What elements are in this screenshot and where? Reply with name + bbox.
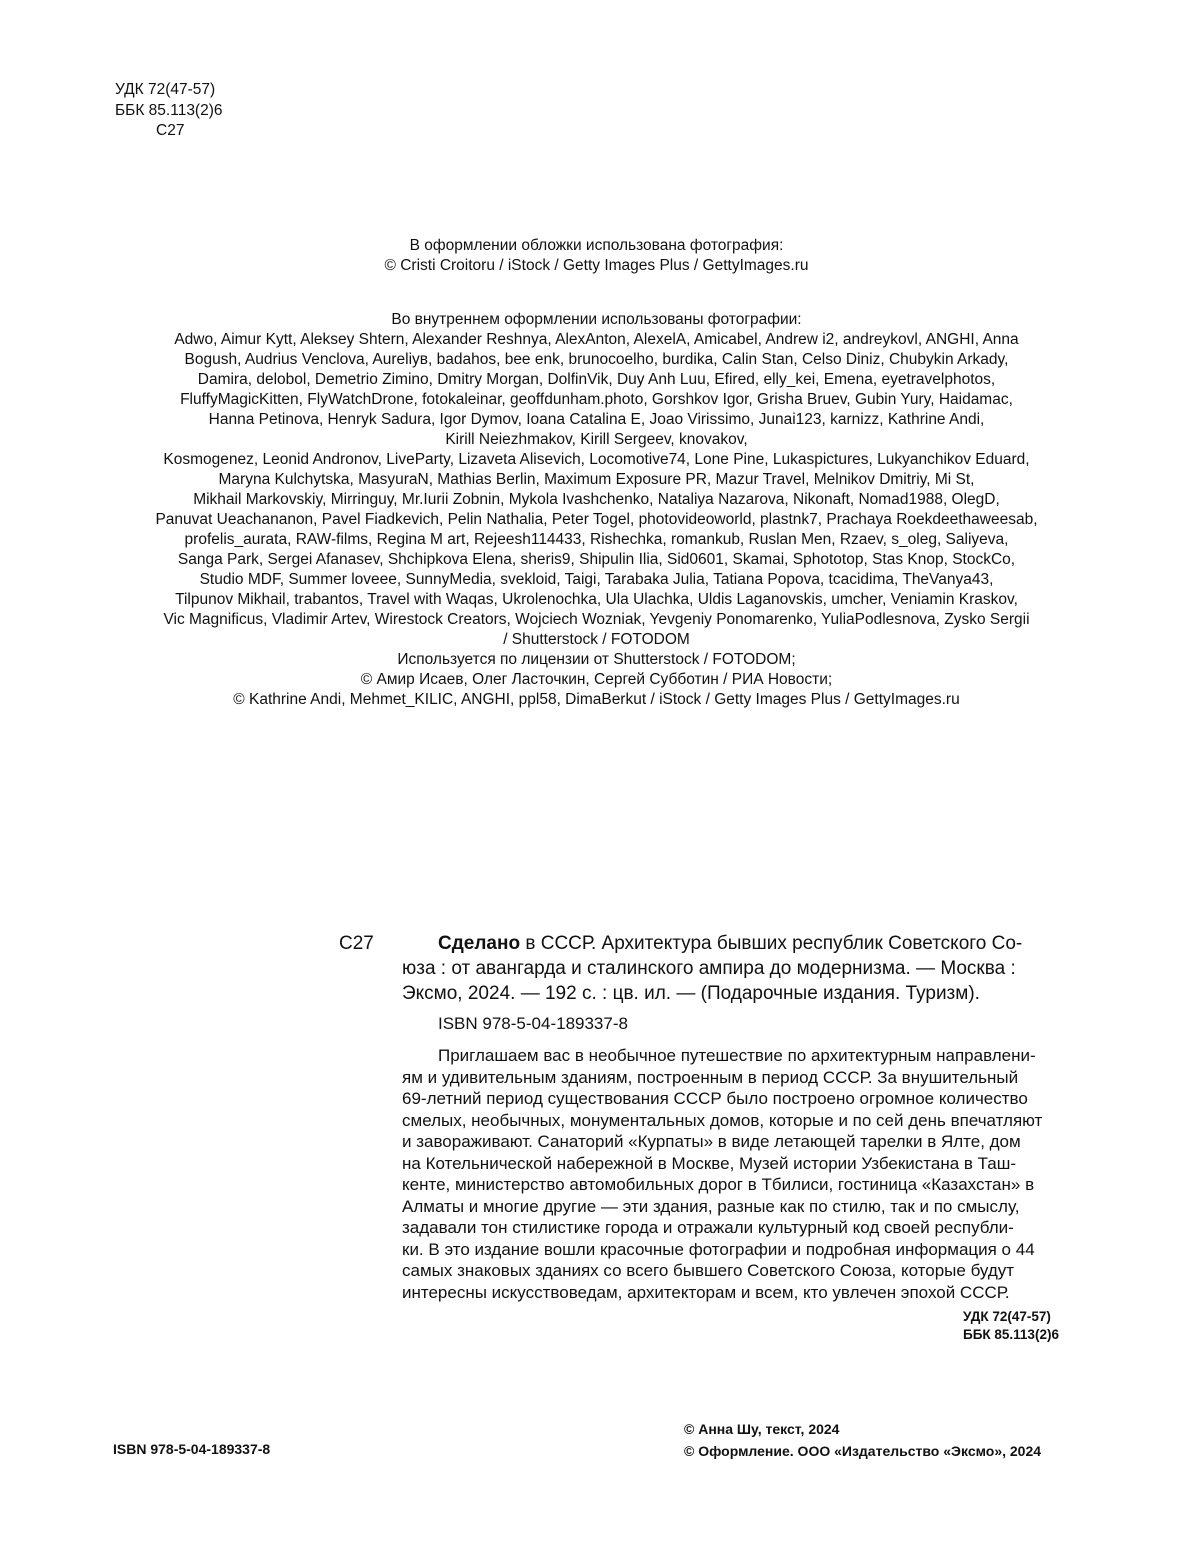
inner-credits-line: Sanga Park, Sergei Afanasev, Shchipkova Elena, sheris9, Shipulin Ilia, Sid0601, Skamai, Sphototop, Stas Knop, StockCo, — [177, 551, 1016, 568]
inner-credits-line: Mikhail Markovskiy, Mirringuy, Mr.Iurii Zobnin, Mykola Ivashchenko, Nataliya Nazarova, Nikonaft, Nomad1988, OlegD, — [193, 491, 1000, 508]
annotation-line: задавали тон стилистике города и отражали культурный код своей республи- — [402, 1218, 1014, 1237]
cover-credits-line: © Cristi Croitoru / iStock / Getty Images Plus / GettyImages.ru — [384, 257, 809, 274]
annotation-line: интересны искусствоведам, архитекторам и всем, кто увлечен эпохой СССР. — [402, 1282, 1010, 1302]
annotation-line: ям и удивительным зданиям, построенным в период СССР. За внушительный — [402, 1067, 1019, 1087]
istock-credits: © Kathrine Andi, Mehmet_KILIC, ANGHI, ppl58, DimaBerkut / iStock / Getty Images Plus / GettyImages.ru — [233, 691, 960, 708]
bbk-code: ББК 85.113(2)6 — [115, 101, 223, 119]
annotation-line: ки. В это издание вошли красочные фотографии и подробная информация о 44 — [402, 1239, 1035, 1259]
annotation-line: кенте, министерство автомобильных дорог в Тбилиси, гостиница «Казахстан» в — [402, 1175, 1035, 1194]
book-title-keyword: Сделано — [438, 933, 521, 954]
inner-credits-line: FluffyMagicKitten, FlyWatchDrone, fotokaleinar, geoffdunham.photo, Gorshkov Igor, Grisha Bruev, Gubin Yury, Haidamac, — [180, 391, 1013, 408]
inner-credits-line: Adwo, Aimur Kytt, Aleksey Shtern, Alexander Reshnya, AlexAnton, AlexelA, Amicabel, Andrew i2, andreykovl, ANGHI, Anna — [174, 331, 1019, 348]
annotation — [402, 1045, 1082, 1303]
inner-credits-line: Panuvat Ueachananon, Pavel Fiadkevich, Pelin Nathalia, Peter Togel, photovideoworld, plastnk7, Prachaya Roekdeethaweesab, — [155, 511, 1038, 528]
ria-credits: © Амир Исаев, Олег Ласточкин, Сергей Субботин / РИА Новости; — [360, 671, 833, 688]
inner-credits-line: Tilpunov Mikhail, trabantos, Travel with Waqas, Ukrolenochka, Ula Ulachka, Uldis Laganovskis, umcher, Veniamin Kraskov, — [175, 591, 1018, 608]
inner-credits-line: Maryna Kulchytska, MasyuraN, Mathias Berlin, Maximum Exposure PR, Mazur Travel, Melnikov Dmitriy, Mi St, — [218, 471, 975, 488]
author-mark: С27 — [156, 122, 185, 139]
inner-credits-line: Hanna Petinova, Henryk Sadura, Igor Dymov, Ioana Catalina E, Joao Virissimo, Junai123, karnizz, Kathrine Andi, — [208, 411, 985, 428]
footer-isbn: ISBN 978-5-04-189337-8 — [113, 1441, 271, 1457]
isbn-line: ISBN 978-5-04-189337-8 — [438, 1014, 628, 1033]
inner-credits — [100, 310, 1093, 710]
cover-credits — [100, 236, 1093, 276]
biblio-line-3: Эксмо, 2024. — 192 с. : цв. ил. — (Подарочные издания. Туризм). — [402, 983, 980, 1004]
inner-credits-line: Studio MDF, Summer loveee, SunnyMedia, svekloid, Taigi, Tarabaka Julia, Tatiana Popova, tcacidima, TheVanya43, — [199, 571, 994, 588]
license-note: Используется по лицензии от Shutterstock / FOTODOM; — [397, 651, 796, 668]
bibliographic-code: С27 — [339, 933, 374, 954]
biblio-line-1 — [402, 931, 1082, 956]
inner-credits-line: profelis_aurata, RAW-films, Regina M art, Rejeesh114433, Rishechka, romankub, Ruslan Men, Rzaev, s_oleg, Saliyeva, — [184, 531, 1009, 548]
annotation-line: 69-летний период существования СССР было построено огромное количество — [402, 1089, 1028, 1108]
inner-credits-line: / Shutterstock / FOTODOM — [503, 631, 690, 648]
annotation-line: Алматы и многие другие — эти здания, разные как по стилю, так и по смыслу, — [402, 1196, 1020, 1216]
annotation-bbk: ББК 85.113(2)6 — [963, 1327, 1059, 1342]
copyright-design: © Оформление. ООО «Издательство «Эксмо», 2024 — [684, 1443, 1042, 1459]
classification-block — [115, 80, 223, 142]
inner-credits-heading: Во внутреннем оформлении использованы фотографии: — [391, 311, 802, 328]
annotation-line: и завораживают. Санаторий «Курпаты» в виде летающей тарелки в Ялте, дом — [402, 1132, 1021, 1151]
inner-credits-line: Damira, delobol, Demetrio Zimino, Dmitry Morgan, DolfinVik, Duy Anh Luu, Efired, elly_kei, Emena, eyetravelphotos, — [197, 371, 996, 388]
bibliographic-description — [402, 931, 1082, 1006]
inner-credits-line: Kosmogenez, Leonid Andronov, LiveParty, Lizaveta Alisevich, Locomotive74, Lone Pine, Lukaspictures, Lukyanchikov Eduard, — [163, 451, 1030, 468]
inner-credits-line: Vic Magnificus, Vladimir Artev, Wirestock Creators, Wojciech Wozniak, Yevgeniy Ponomarenko, YuliaPodlesnova, Zysko Sergii — [163, 611, 1030, 628]
copyright-text: © Анна Шу, текст, 2024 — [684, 1421, 840, 1437]
biblio-line-2: юза : от авангарда и сталинского ампира до модернизма. — Москва : — [402, 958, 1016, 979]
inner-credits-line: Bogush, Audrius Venclova, Aureliyв, badahos, bee enk, brunocoelho, burdika, Calin Stan, Celso Diniz, Chubykin Arkady, — [184, 351, 1009, 368]
udk-code: УДК 72(47-57) — [115, 81, 216, 98]
annotation-line: на Котельнической набережной в Москве, Музей истории Узбекистана в Таш- — [402, 1153, 1017, 1173]
annotation-classification — [963, 1308, 1059, 1344]
annotation-line: Приглашаем вас в необычное путешествие по архитектурным направлени- — [438, 1046, 1036, 1065]
annotation-line: смелых, необычных, монументальных домов, которые и по сей день впечатляют — [402, 1110, 1043, 1130]
annotation-udk: УДК 72(47-57) — [963, 1309, 1051, 1324]
cover-credits-heading: В оформлении обложки использована фотография: — [409, 237, 784, 254]
inner-credits-line: Kirill Neiezhmakov, Kirill Sergeev, knovakov, — [445, 431, 748, 448]
copyright-block — [684, 1418, 1041, 1462]
annotation-line: самых знаковых зданиях со всего бывшего Советского Союза, которые будут — [402, 1261, 1015, 1280]
book-title-rest: в СССР. Архитектура бывших республик Советского Со- — [520, 933, 1023, 954]
